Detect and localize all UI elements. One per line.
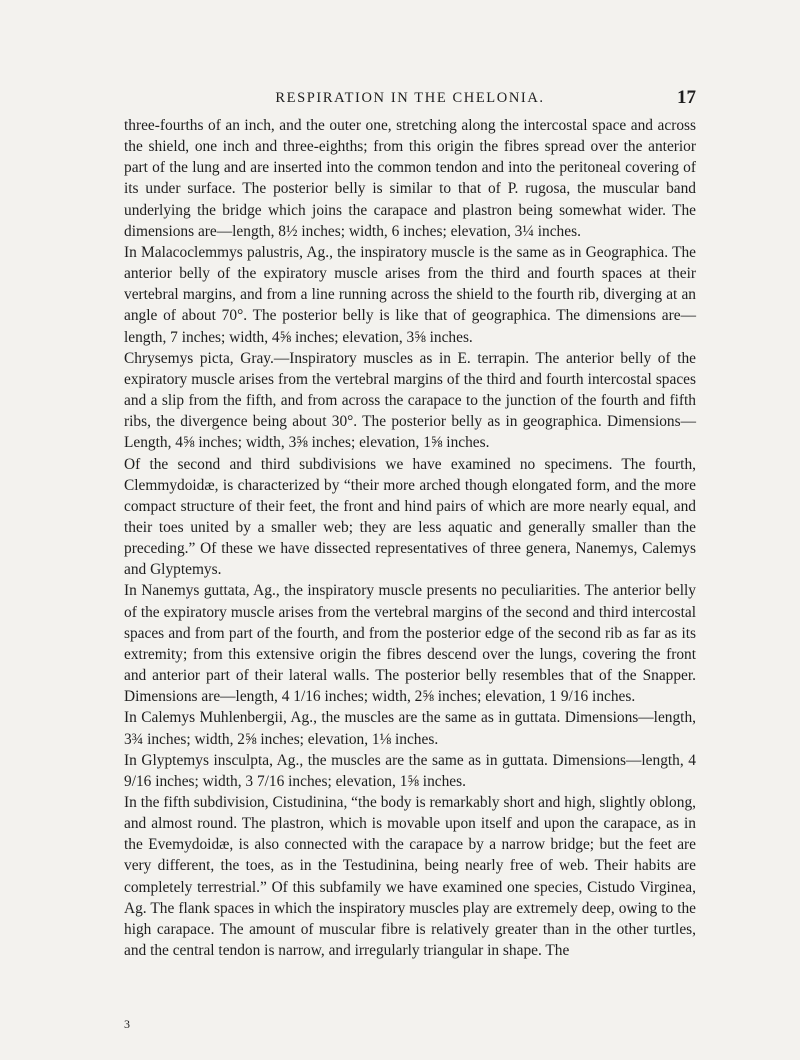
paragraph: three-fourths of an inch, and the outer one, stretching along the intercostal space and across the shield, one inch and three-eighths; from this origin the fibres spread over the anterior part of the lung and are inserted into the common tendon and into the peritoneal covering of its under surface. The posterior belly is similar to that of P. rugosa, the muscular band underlying the bridge which joins the carapace and plastron being somewhat wider. The dimensions are—length, 8½ inches; width, 6 inches; elevation, 3¼ inches. [124,117,696,240]
running-title: RESPIRATION IN THE CHELONIA. [275,90,545,106]
paragraph: In Malacoclemmys palustris, Ag., the inspiratory muscle is the same as in Geographica. The anterior belly of the expiratory muscle arises from the third and fourth spaces at their vertebral margins, and from a line running across the shield to the fourth rib, diverging at an angle of about 70°. The posterior belly is like that of geographica. The dimensions are—length, 7 inches; width, 4⅝ inches; elevation, 3⅝ inches. [124,243,696,346]
page-number: 17 [677,87,696,108]
paragraph: Chrysemys picta, Gray.—Inspiratory muscles as in E. terrapin. The anterior belly of the expiratory muscle arises from the vertebral margins of the third and fourth intercostal spaces and a slip from the fifth, and from across the carapace to the junction of the fourth and fifth ribs, the divergence being about 30°. The posterior belly as in geographica. Dimensions—Length, 4⅝ inches; width, 3⅝ inches; elevation, 1⅝ inches. [124,349,696,452]
signature-mark: 3 [124,1017,130,1031]
paragraph: In the fifth subdivision, Cistudinina, “the body is remarkably short and high, slightly oblong, and almost round. The plastron, which is movable upon itself and upon the carapace, as in the Evemydoidæ, is also connected with the carapace by a narrow bridge; but the feet are very different, the toes, as in the Testudinina, being nearly free of web. Their habits are completely terrestrial.” Of this subfamily we have examined one species, Cistudo Virginea, Ag. The flank spaces in which the inspiratory muscles play are extremely deep, owing to the high carapace. The amount of muscular fibre is relatively greater than in the other turtles, and the central tendon is narrow, and irregularly triangular in shape. The [124,794,696,960]
paragraph: In Nanemys guttata, Ag., the inspiratory muscle presents no peculiarities. The anterior belly of the expiratory muscle arises from the vertebral margins of the second and third intercostal spaces and from part of the fourth, and from the posterior edge of the second rib as far as its extremity; from this extensive origin the fibres descend over the lungs, covering the front and anterior part of their lateral walls. The posterior belly resembles that of the Snapper. Dimensions are—length, 4 1/16 inches; width, 2⅝ inches; elevation, 1 9/16 inches. [124,582,696,706]
paragraph: In Calemys Muhlenbergii, Ag., the muscles are the same as in guttata. Dimensions—length, 3¾ inches; width, 2⅝ inches; elevation, 1⅛ inches. [124,709,696,748]
paragraph: Of the second and third subdivisions we have examined no specimens. The fourth, Clemmydoidæ, is characterized by “their more arched though elongated form, and the more compact structure of their feet, the front and hind pairs of which are more nearly equal, and their toes united by a smaller web; they are less aquatic and generally smaller than the preceding.” Of these we have dissected representatives of three genera, Nanemys, Calemys and Glyptemys. [124,455,696,579]
paragraph: In Glyptemys insculpta, Ag., the muscles are the same as in guttata. Dimensions—length, 4 9/16 inches; width, 3 7/16 inches; elevation, 1⅝ inches. [124,751,696,790]
body-text [124,115,696,961]
running-head [124,87,696,112]
